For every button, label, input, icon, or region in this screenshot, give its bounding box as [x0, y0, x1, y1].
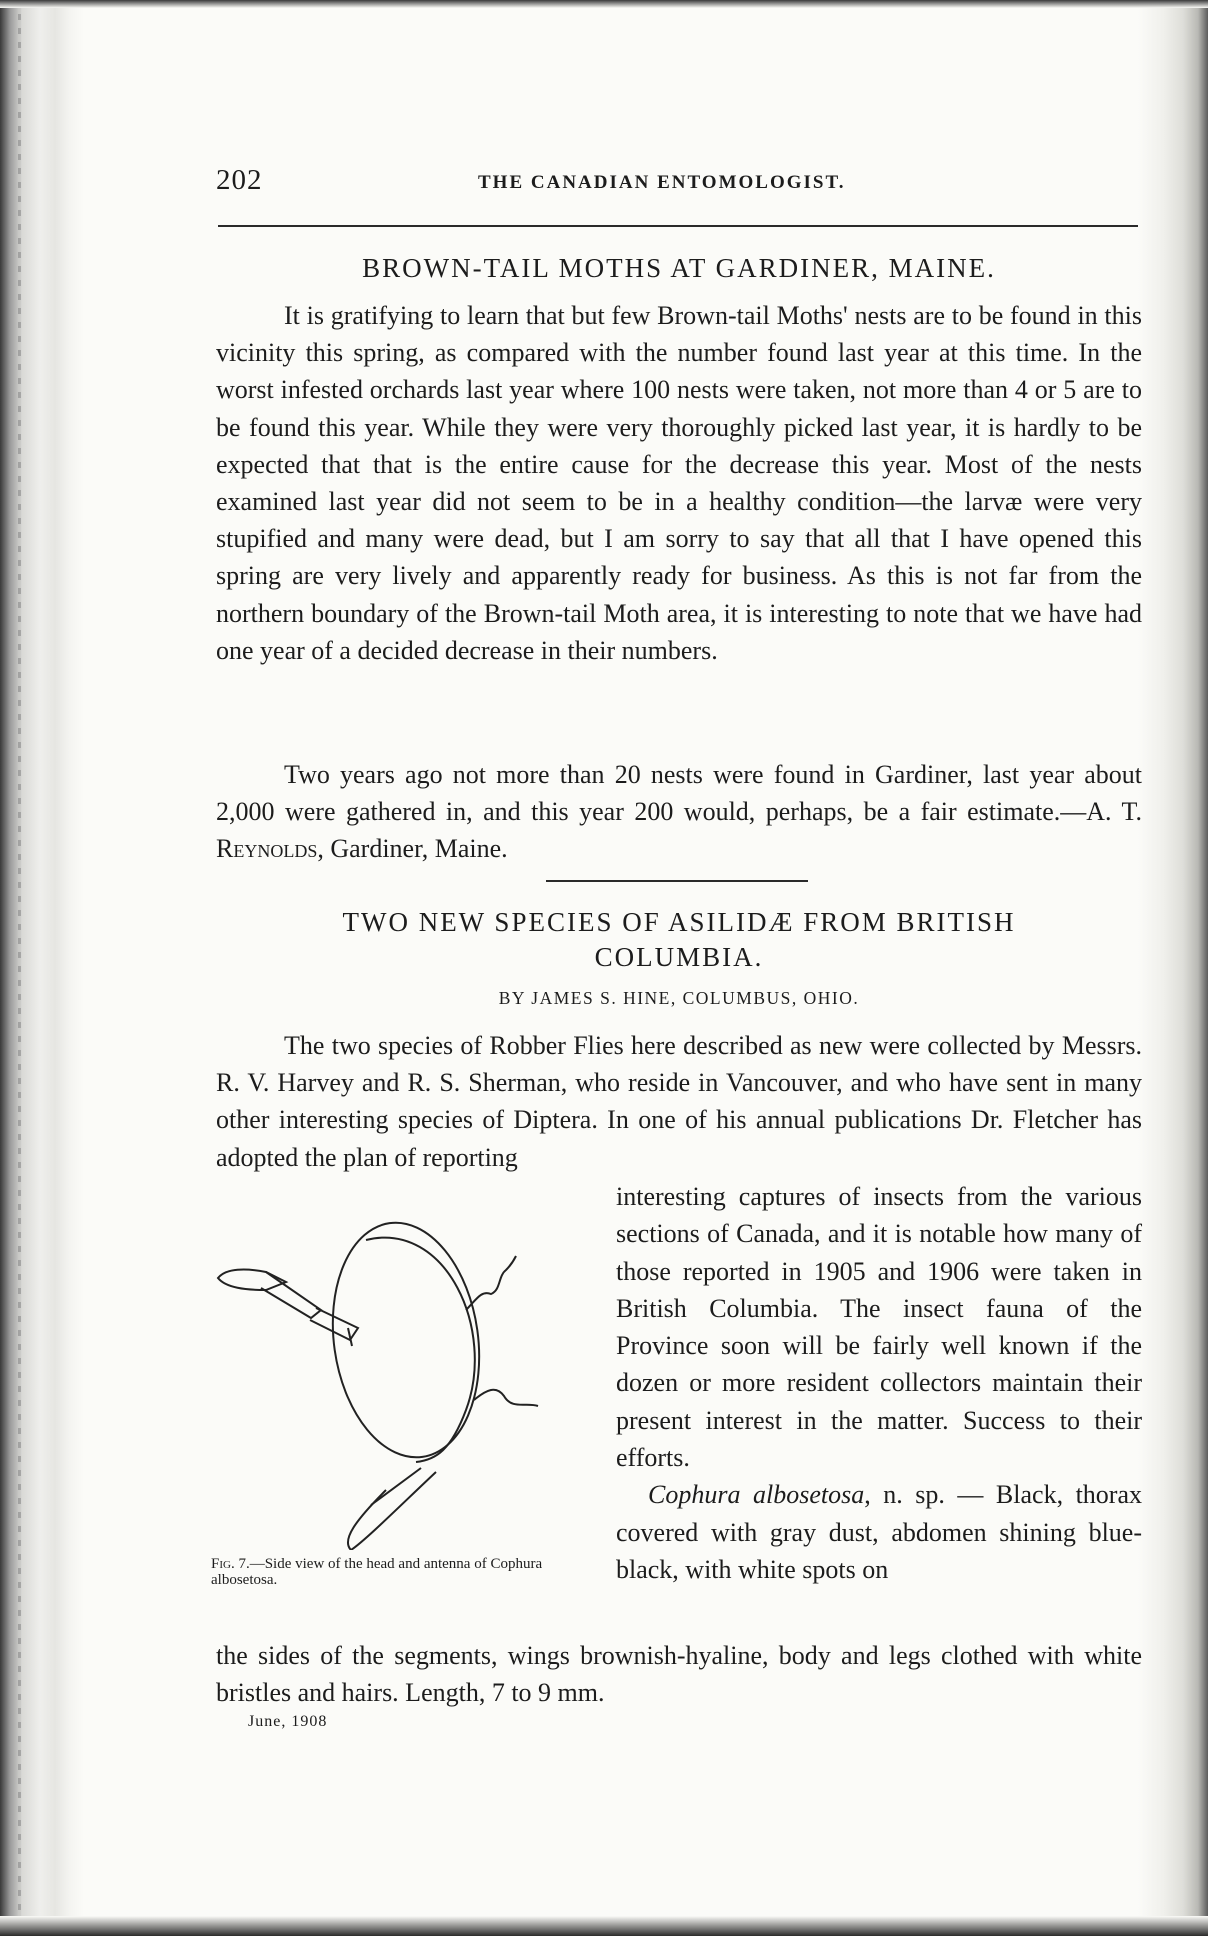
article-paragraph [216, 756, 1142, 868]
species-name: Cophura albosetosa [648, 1480, 865, 1510]
author-name: Reynolds [216, 834, 318, 864]
page-number: 202 [216, 164, 263, 196]
wrapped-column-text [616, 1178, 1142, 1588]
book-spine-shadow [0, 0, 84, 1936]
article-paragraph: The two species of Robber Flies here described as new were collected by Messrs. R. V. Harvey and R. S. Sherman, who reside in Vancouver, and who have sent in many other interesting species of Diptera. In one of his annual publications Dr. Fletcher has adopted the plan of reporting [216, 1031, 1142, 1172]
figure-caption [211, 1556, 593, 1588]
article-paragraph: the sides of the segments, wings brownish-hyaline, body and legs clothed with white bristles and hairs. Length, 7 to 9 mm. [216, 1641, 1142, 1708]
insect-head-illustration [216, 1210, 596, 1550]
species-description: , n. sp. — Black, thorax covered with gray dust, abdomen shining blue-black, with white spots on [616, 1480, 1143, 1584]
byline: BY JAMES S. HINE, COLUMBUS, OHIO. [498, 988, 860, 1008]
top-edge-shadow [0, 0, 1208, 8]
header-rule [218, 225, 1138, 227]
page-edge-shadow [1138, 0, 1208, 1936]
running-title: THE CANADIAN ENTOMOLOGIST. [478, 172, 846, 193]
section-divider [546, 880, 808, 882]
compound-eye-outline [318, 1213, 493, 1467]
proboscis-line [371, 1468, 421, 1505]
figure-label: Fig. 7. [211, 1556, 250, 1572]
antenna-segment [261, 1272, 321, 1318]
article-title-asilidae [216, 905, 1142, 975]
article-paragraph: It is gratifying to learn that but few Brown-tail Moths' nests are to be found in this vicinity this spring, as compared with the number found last year at this time. In the worst infested orchards last year where 100 nests were taken, not more than 4 or 5 are to be found this year. While they were very thoroughly picked last year, it is hardly to be expected that that is the entire cause for the decrease this year. Most of the nests examined last year did not seem to be in a healthy condition—the larvæ were very stupified and many were dead, but I am sorry to say that all that I have opened this spring are very lively and apparently ready for business. As this is not far from the northern boundary of the Brown-tail Moth area, it is interesting to note that we have had one year of a decided decrease in their numbers. [216, 301, 1142, 665]
bristle-upper [466, 1256, 516, 1310]
proboscis-outline [348, 1472, 436, 1550]
author-place: , Gardiner, Maine. [317, 834, 508, 864]
figure-caption-text: —Side view of the head and antenna of Cophura albosetosa. [211, 1556, 543, 1588]
bristle-lower [474, 1390, 538, 1406]
page-header [216, 164, 1142, 204]
column-paragraph: interesting captures of insects from the various sections of Canada, and it is notable how many of those reported in 1905 and 1906 were taken in British Columbia. The insect fauna of the Province soon will be fairly well known if the dozen or more resident collectors maintain their present interest in the matter. Success to their efforts. [616, 1182, 1142, 1473]
bottom-edge-shadow [0, 1916, 1208, 1936]
title-line: COLUMBIA. [594, 942, 764, 972]
title-line: TWO NEW SPECIES OF ASILIDÆ FROM BRITISH [342, 907, 1016, 937]
article-title-brown-tail-moths: BROWN-TAIL MOTHS AT GARDINER, MAINE. [362, 253, 996, 283]
figure-head-antenna-drawing [216, 1210, 596, 1550]
paragraph-text: Two years ago not more than 20 nests were found in Gardiner, last year about 2,000 were gathered in, and this year 200 would, perhaps, be a fair estimate.—A. T. [216, 760, 1142, 827]
issue-date: June, 1908 [248, 1713, 328, 1730]
